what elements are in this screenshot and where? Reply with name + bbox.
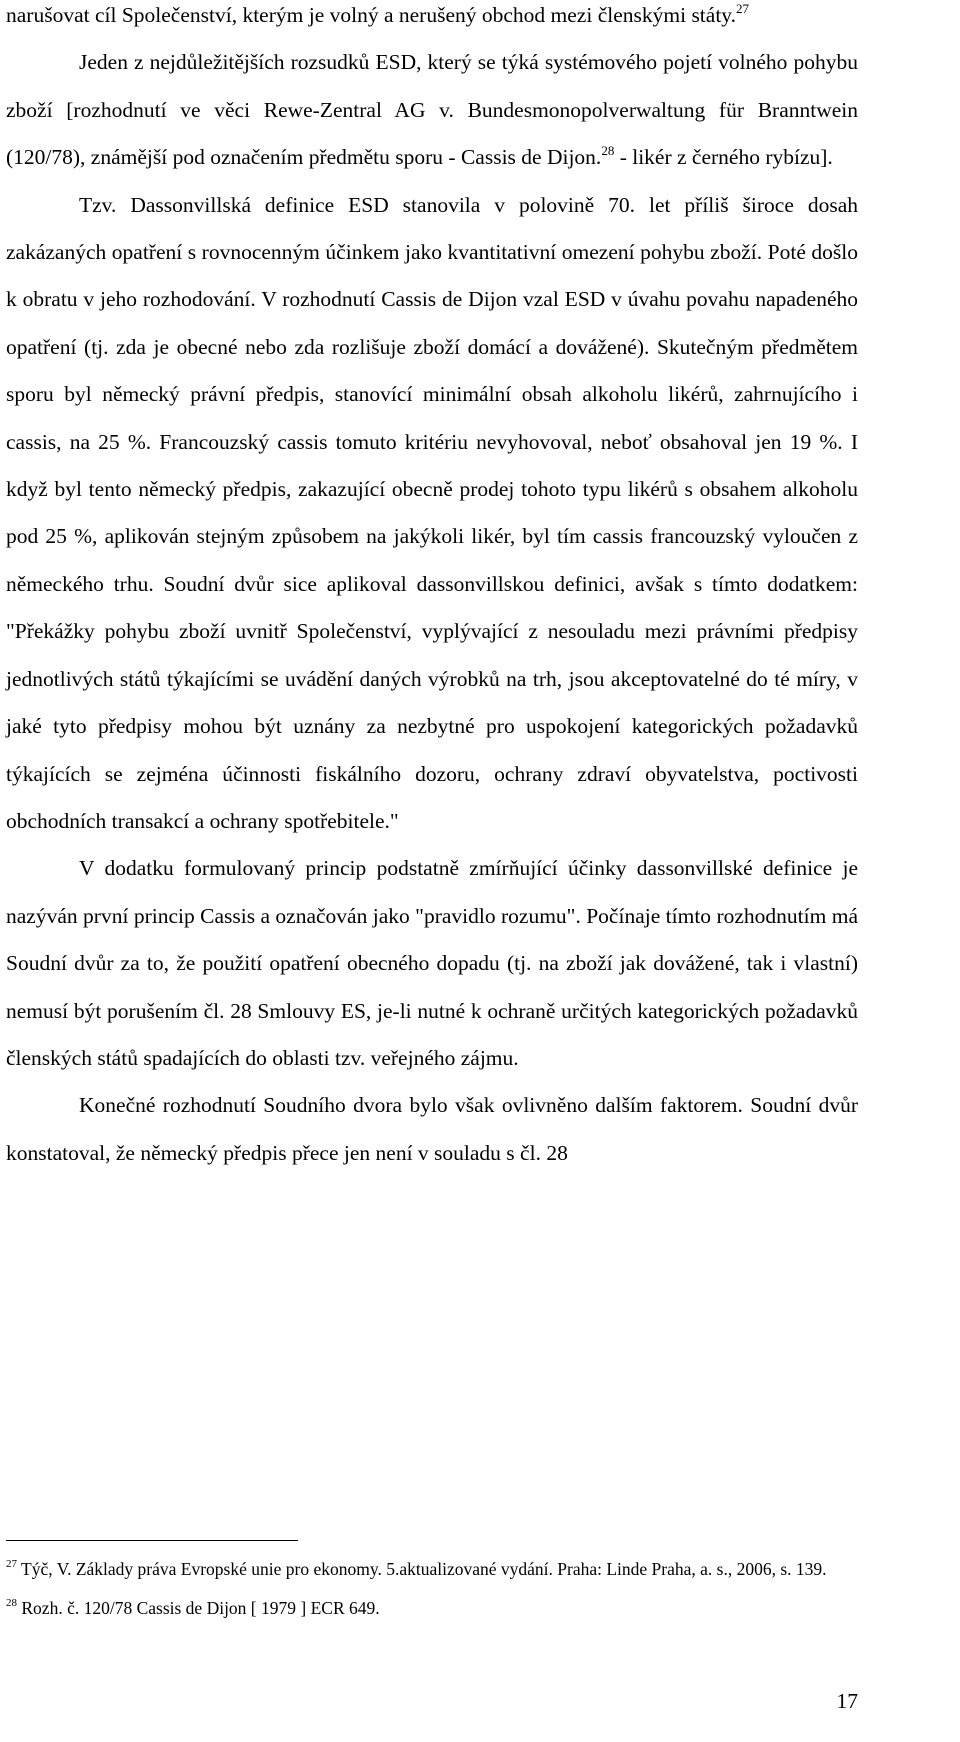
footnote-divider [6, 1540, 298, 1541]
paragraph-3: Tzv. Dassonvillská definice ESD stanovila v polovině 70. let příliš široce dosah zakázaných opatření s rovnocenným účinkem jako kvantitativní omezení pohybu zboží. Poté došlo k obratu v jeho rozhodování. V rozhodnutí Cassis de Dijon vzal ESD v úvahu povahu napadeného opatření (tj. zda je obecné nebo zda rozlišuje zboží domácí a dovážené). Skutečným předmětem sporu byl německý právní předpis, stanovící minimální obsah alkoholu likérů, zahrnujícího i cassis, na 25 %. Francouzský cassis tomuto kritériu nevyhovoval, neboť obsahoval jen 19 %. I když byl tento německý předpis, zakazující obecně prodej tohoto typu likérů s obsahem alkoholu pod 25 %, aplikován stejným způsobem na jakýkoli likér, byl tím cassis francouzský vyloučen z německého trhu. Soudní dvůr sice aplikoval dassonvillskou definici, avšak s tímto dodatkem: "Překážky pohybu zboží uvnitř Společenství, vyplývající z nesouladu mezi právními předpisy jednotlivých států týkajícími se uvádění daných výrobků na trh, jsou akceptovatelné do té míry, v jaké tyto předpisy mohou být uznány za nezbytné pro uspokojení kategorických požadavků týkajících se zejména účinnosti fiskálního dozoru, ochrany zdraví obyvatelstva, poctivosti obchodních transakcí a ochrany spotřebitele." [6, 192, 858, 833]
paragraph-5: Konečné rozhodnutí Soudního dvora bylo však ovlivněno dalším faktorem. Soudní dvůr konstatoval, že německý předpis přece jen není v souladu s čl. 28 [6, 1093, 858, 1165]
footnotes [6, 1553, 858, 1631]
page-number: 17 [836, 1689, 858, 1713]
paragraph-2 [6, 39, 858, 181]
footnote-number: 28 [6, 1597, 17, 1609]
footnote-ref-27[interactable]: 27 [736, 1, 750, 16]
body-text [6, 0, 858, 1177]
footnote-number: 27 [6, 1558, 17, 1570]
paragraph-4: V dodatku formulovaný princip podstatně zmírňující účinky dassonvillské definice je nazýván první princip Cassis a označován jako "pravidlo rozumu". Počínaje tímto rozhodnutím má Soudní dvůr za to, že použití opatření obecného dopadu (tj. na zboží jak dovážené, tak i vlastní) nemusí být porušením čl. 28 Smlouvy ES, je-li nutné k ochraně určitých kategorických požadavků členských států spadajících do oblasti tzv. veřejného zájmu. [6, 856, 858, 1070]
paragraph-2-text: Jeden z nejdůležitějších rozsudků ESD, který se týká systémového pojetí volného pohybu zboží [rozhodnutí ve věci Rewe-Zentral AG v. Bundesmonopolverwaltung für Branntwein (120/78), známější pod označením předmětu sporu - Cassis de Dijon. [6, 50, 858, 170]
footnote-text: Rozh. č. 120/78 Cassis de Dijon [ 1979 ] ECR 649. [17, 1598, 380, 1618]
page [6, 0, 858, 1177]
footnote-ref-28[interactable]: 28 [601, 143, 615, 159]
footnote-27 [6, 1553, 858, 1586]
paragraph-2-text-tail: - likér z černého rybízu]. [614, 145, 833, 170]
footnote-28 [6, 1592, 858, 1625]
paragraph-1 [6, 0, 858, 39]
paragraph-1-text: narušovat cíl Společenství, kterým je volný a nerušený obchod mezi členskými státy. [6, 3, 737, 27]
footnote-text: Týč, V. Základy práva Evropské unie pro ekonomy. 5.aktualizované vydání. Praha: Linde Praha, a. s., 2006, s. 139. [17, 1559, 827, 1579]
